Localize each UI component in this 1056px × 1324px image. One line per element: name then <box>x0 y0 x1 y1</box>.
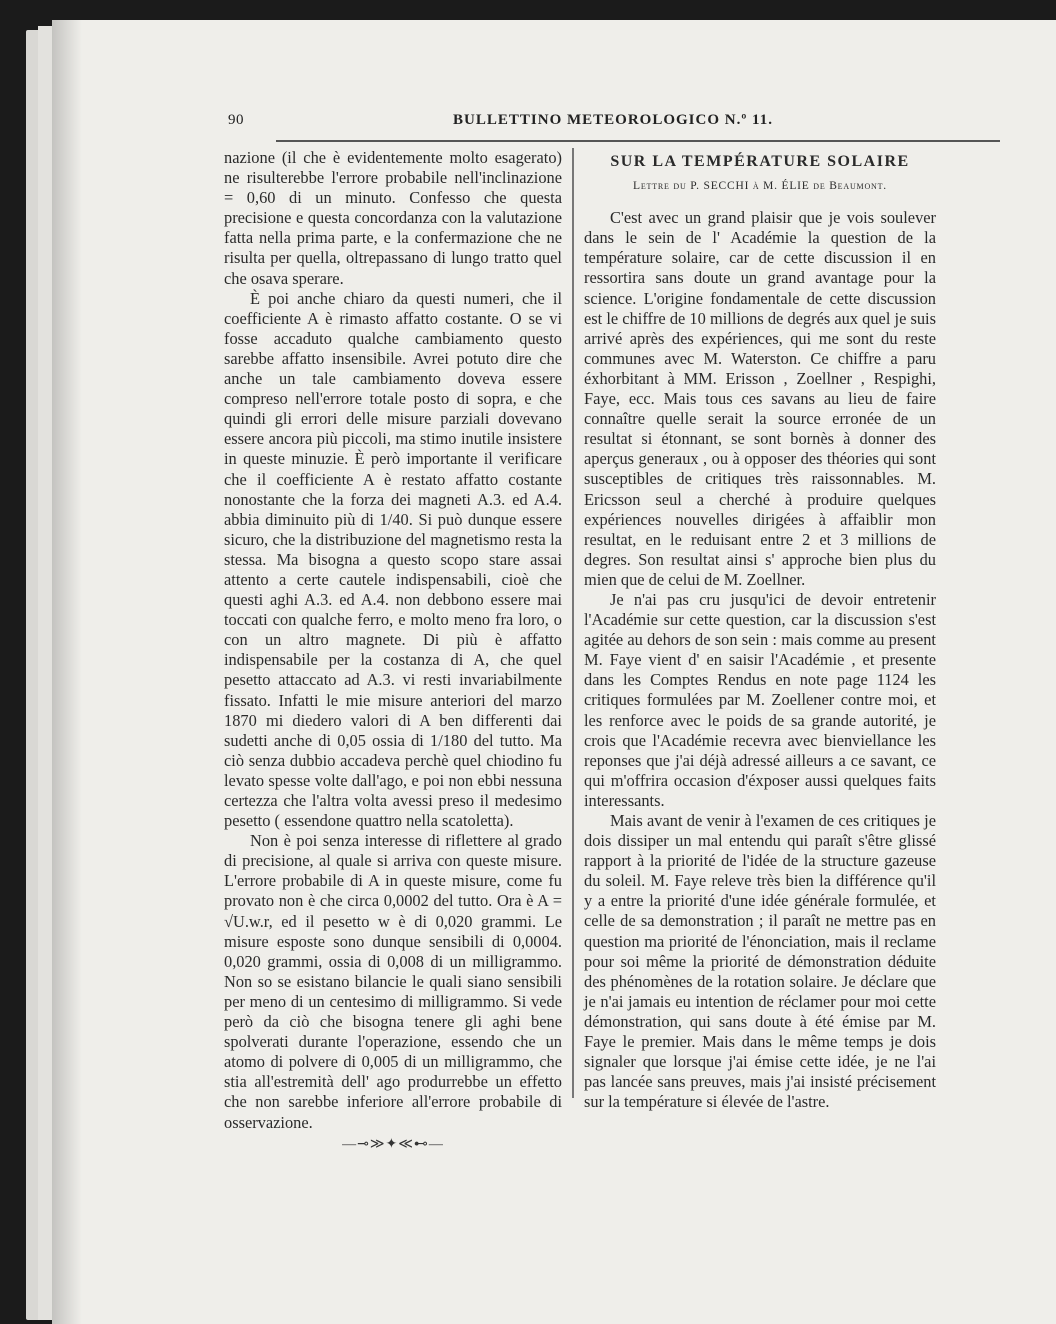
running-title: BULLETTINO METEOROLOGICO N.º 11. <box>453 112 773 128</box>
end-ornament: —⊸≫✦≪⊷— <box>342 1136 444 1152</box>
article-title: SUR LA TEMPÉRATURE SOLAIRE <box>610 153 910 170</box>
left-paragraph-3: Non è poi senza interesse di riflettere al grado di precisione, al quale si arriva con queste misure. L'errore probabile di A in queste misure, come fu provato non è che circa 0,0002 del tutto. Ora è A = √U.w.r, ed il pesetto w è di 0,020 grammi. Le misure esposte sono dunque sensibili di 0,0004. 0,020 grammi, ossia di 0,008 di un milligrammo. Non so se esistano bilancie le quali siano sensibili per meno di un centesimo di milligrammo. Si vede però da ciò che bisogna tenere gli aghi bene spolverati durante l'operazione, essendo che un atomo di polvere di 0,005 di un milligrammo, che stia all'estremità dell' ago produrrebbe un effetto che non sarebbe inferiore all'errore probabile di osservazione. <box>224 831 562 1132</box>
left-paragraph-2: È poi anche chiaro da questi numeri, che il coefficiente A è rimasto affatto costante. O se vi fosse accaduto qualche cambiamento questo sarebbe affatto insensibile. Avrei potuto dire che anche un tale cambiamento doveva essere compreso nell'errore totale posto di sopra, e che quindi gli errori delle misure parziali dovevano essere ancora più piccoli, ma stimo inutile insistere in queste minuzie. È però importante il verificare che il coefficiente A è restato affatto costante nonostante che la forza dei magneti A.3. ed A.4. abbia diminuito più di 1/40. Si può dunque essere sicuro, che la distribuzione del magnetismo resta la stessa. Ma bisogna a questo scopo stare assai attento a certe cautele indispensabili, cioè che questi aghi A.3. ed A.4. non debbono essere mai toccati con qualche ferro, e molto meno fra loro, o con un altro magnete. Di più è affatto indispensabile per la costanza di A, che quel pesetto attaccato ad A.3. vi resti invariabilmente fissato. Infatti le mie misure anteriori del marzo 1870 mi diedero valori di A ben differenti dai sudetti anche di 0,05 ossia di 1/180 del tutto. Ma ciò senza dubbio accadeva perchè quel chiodino fu levato spesse volte dall'ago, e poi non ebbi nessuna certezza che l'altra volta avessi preso il medesimo pesetto ( essendone quattro nella scatoletta). <box>224 288 562 831</box>
header-rule <box>276 140 1000 142</box>
page-number: 90 <box>228 112 244 128</box>
left-paragraph-1: nazione (il che è evidentemente molto esagerato) ne risulterebbe l'errore probabile nell'inclinazione = 0,60 di un minuto. Confesso che questa precisione e questa concordanza con la valutazione fatta nella prima parte, e la confermazione che ne risulta per quella, oltrepassano di lungo tratto quel che osava sperare. <box>224 148 562 288</box>
right-paragraph-3: Mais avant de venir à l'examen de ces critiques je dois dissiper un mal entendu qui paraît s'être glissé rapport à la priorité de l'idée de la structure gazeuse du soleil. M. Faye releve très bien la différence qu'il y a entre la priorité d'une idée générale formulée, et celle de sa demonstration ; il paraît ne mettre pas en question ma priorité de l'énonciation, mais il reclame pour soi même la priorité de démonstration déduite des phénomènes de la rotation solaire. Je déclare que je n'ai jamais eu intention de réclamer pour moi cette démonstration, qui sans doute à été émise par M. Faye le premier. Mais dans le même temps je dois signaler que lorsque j'ai émise cette idée, je ne l'ai pas lancée sans preuves, mais j'ai insisté précisement sur la température si élevée de l'astre. <box>584 811 936 1112</box>
binding-shadow <box>52 20 82 1324</box>
right-column <box>584 148 936 1112</box>
left-column <box>224 148 562 1155</box>
column-divider <box>572 148 574 1098</box>
right-paragraph-2: Je n'ai pas cru jusqu'ici de devoir entretenir l'Académie sur cette question, car la discussion s'est agitée au dehors de son sein : mais comme au present M. Faye vient d' en saisir l'Académie , et presente dans les Comptes Rendus en note page 1124 les critiques formulées par M. Zoellener contre moi, et les renforce avec le poids de sa grande autorité, je crois que l'Académie recevra avec bienviellance les reponses que j'ai déjà adressé ailleurs a ce savant, ce qui m'offrira occasion d'éxposer aussi quelques faits interessants. <box>584 589 936 810</box>
page-header <box>228 112 998 134</box>
article-subtitle: Lettre du P. SECCHI à M. ÉLIE de Beaumont. <box>633 180 887 193</box>
right-paragraph-1: C'est avec un grand plaisir que je vois soulever dans le sein de l' Académie la question de la température solaire, car de cette discussion il en ressortira sans doute un grand avantage pour la science. L'origine fondamentale de cette discussion est le chiffre de 10 millions de degrés aux quel je suis arrivé après des expériences, qui me sont du reste communes avec M. Waterston. Ce chiffre a paru éxhorbitant à MM. Erisson , Zoellner , Respighi, Faye, ecc. Mais tous ces savans au lieu de faire connaître quelle serait la source erronée de un resultat si étonnant, se sont bornès à donner des aperçus generaux , ou à opposer des théories qui sont susceptibles de critiques très raissonnables. M. Ericsson seul a cherché à produire quelques expériences nouvelles dirigées à affaiblir mon resultat, en le reduisant entre 2 et 3 millions de degres. Son resultat ainsi s' approche bien plus du mien que de celui de M. Zoellner. <box>584 208 936 589</box>
